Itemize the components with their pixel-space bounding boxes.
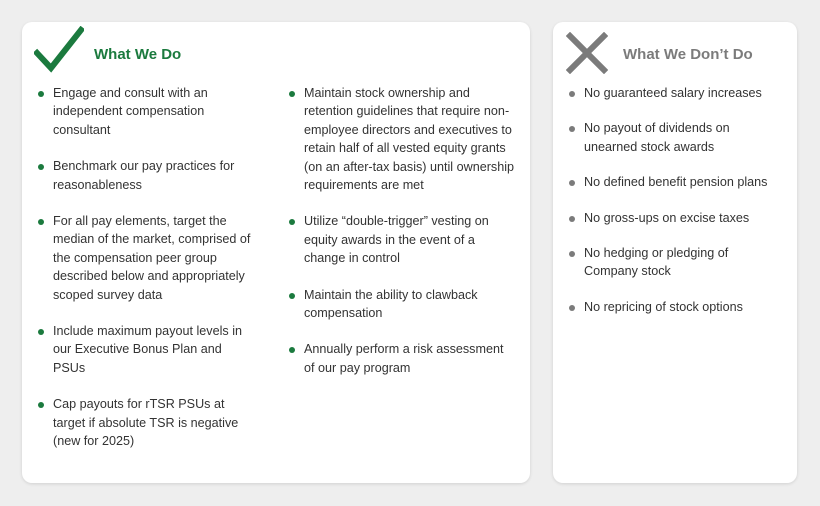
x-mark-icon (566, 32, 608, 74)
bullet-icon (569, 91, 575, 97)
bullet-icon (289, 91, 295, 97)
list-item (584, 298, 784, 316)
bullet-icon (569, 180, 575, 186)
what-we-do-list-right (304, 84, 514, 395)
what-we-do-card (22, 22, 530, 483)
list-item (53, 212, 253, 304)
list-item (304, 84, 514, 194)
list-item-text: Engage and consult with an independent compensation consultant (53, 86, 208, 137)
what-we-do-title: What We Do (94, 46, 182, 63)
list-item-text: Cap payouts for rTSR PSUs at target if absolute TSR is negative (new for 2025) (53, 397, 239, 449)
list-item-text: No defined benefit pension plans (584, 175, 768, 190)
list-item-text: Include maximum payout levels in our Executive Bonus Plan and PSUs (53, 324, 242, 375)
bullet-icon (289, 347, 295, 353)
bullet-icon (38, 329, 44, 335)
list-item (584, 173, 784, 191)
list-item-text: No guaranteed salary increases (584, 86, 762, 100)
bullet-icon (38, 219, 44, 225)
bullet-icon (38, 91, 44, 97)
list-item (304, 340, 514, 377)
what-we-dont-do-title: What We Don’t Do (623, 46, 753, 63)
list-item-text: Benchmark our pay practices for reasonableness (53, 159, 235, 192)
bullet-icon (38, 164, 44, 170)
list-item (584, 244, 784, 281)
checkmark-icon (34, 26, 84, 74)
list-item (584, 84, 784, 102)
list-item (304, 212, 514, 267)
what-we-dont-do-card (553, 22, 797, 483)
list-item (53, 157, 253, 194)
list-item-text: No payout of dividends on unearned stock awards (584, 121, 730, 154)
list-item-text: Maintain the ability to clawback compensation (304, 287, 478, 321)
bullet-icon (38, 402, 44, 408)
list-item-text: For all pay elements, target the median of the market, comprised of the compensation peer group described below and appropriately scoped survey data (53, 214, 251, 302)
bullet-icon (569, 251, 575, 257)
list-item-text: No hedging or pledging of Company stock (584, 246, 729, 279)
list-item-text: No gross-ups on excise taxes (584, 210, 750, 225)
list-item (304, 286, 514, 323)
what-we-do-list-left (53, 84, 253, 469)
list-item-text: Annually perform a risk assessment of our pay program (304, 342, 504, 375)
bullet-icon (289, 293, 295, 299)
what-we-dont-do-list (584, 84, 784, 333)
list-item (53, 84, 253, 139)
bullet-icon (569, 126, 575, 132)
bullet-icon (289, 219, 295, 225)
list-item (53, 395, 253, 450)
list-item-text: No repricing of stock options (584, 299, 743, 314)
bullet-icon (569, 305, 575, 311)
list-item-text: Utilize “double-trigger” vesting on equity awards in the event of a change in control (304, 214, 489, 266)
list-item (53, 322, 253, 377)
list-item (584, 209, 784, 227)
list-item (584, 119, 784, 156)
list-item-text: Maintain stock ownership and retention guidelines that require non-employee directors and executives to retain half of all vested equity grants (on an after-tax basis) until ownership requirements are met (304, 86, 514, 193)
bullet-icon (569, 216, 575, 222)
